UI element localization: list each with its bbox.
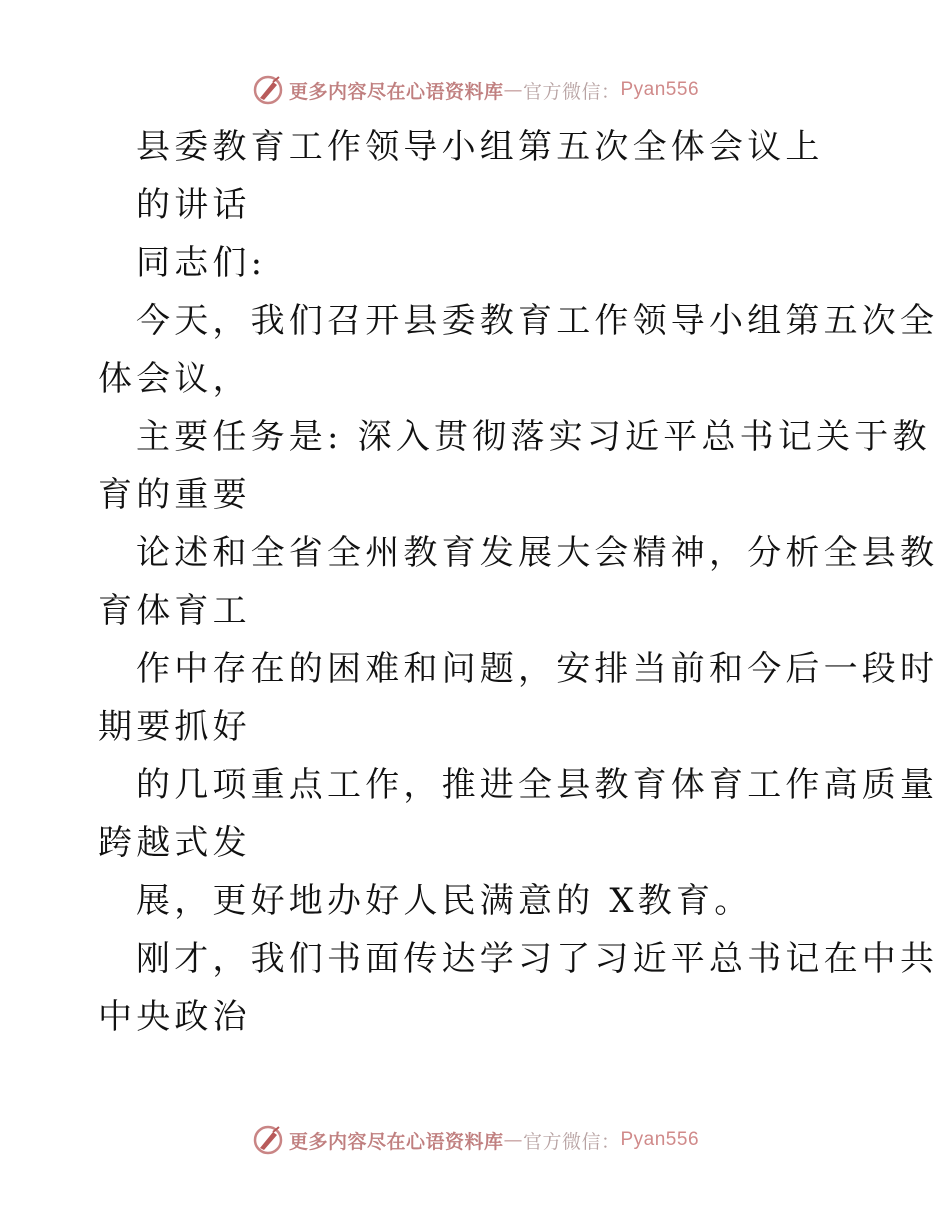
doc-line: 体会议，: [98, 359, 251, 399]
doc-line: 同志们:: [136, 243, 267, 283]
doc-line: 育体育工: [98, 591, 251, 631]
watermark-id: Pyan556: [620, 1129, 700, 1150]
watermark-label: 官方微信：: [522, 1130, 621, 1153]
doc-line: 中央政治: [98, 997, 251, 1037]
doc-line: 的几项重点工作，推进全县教育体育工作高质量: [136, 765, 939, 805]
doc-line: 主要任务是: 深入贯彻落实习近平总书记关于教: [136, 417, 931, 457]
doc-line: 展，更好地办好人民满意的 X教育。: [136, 881, 753, 921]
doc-line: 的讲话: [136, 185, 251, 225]
doc-line: 刚才，我们书面传达学习了习近平总书记在中共: [136, 939, 939, 979]
footer-watermark: [0, 1120, 950, 1160]
quill-pen-circle-icon: [251, 73, 285, 107]
watermark-main-text: 更多内容尽在心语资料库: [288, 80, 504, 103]
quill-pen-circle-icon: [251, 1123, 285, 1157]
watermark-label: 官方微信：: [522, 80, 621, 103]
doc-line: 期要抓好: [98, 707, 251, 747]
watermark-main-text: 更多内容尽在心语资料库: [288, 1130, 504, 1153]
header-watermark: [0, 70, 950, 110]
watermark-dash: —: [503, 1129, 523, 1151]
watermark-dash: —: [503, 79, 523, 101]
doc-line: 跨越式发: [98, 823, 251, 863]
doc-line: 育的重要: [98, 475, 251, 515]
doc-line: 论述和全省全州教育发展大会精神，分析全县教: [136, 533, 939, 573]
doc-line: 作中存在的困难和问题，安排当前和今后一段时: [136, 649, 939, 689]
watermark-id: Pyan556: [620, 79, 700, 100]
doc-line: 今天，我们召开县委教育工作领导小组第五次全: [136, 301, 939, 341]
doc-line: 县委教育工作领导小组第五次全体会议上: [136, 127, 824, 167]
